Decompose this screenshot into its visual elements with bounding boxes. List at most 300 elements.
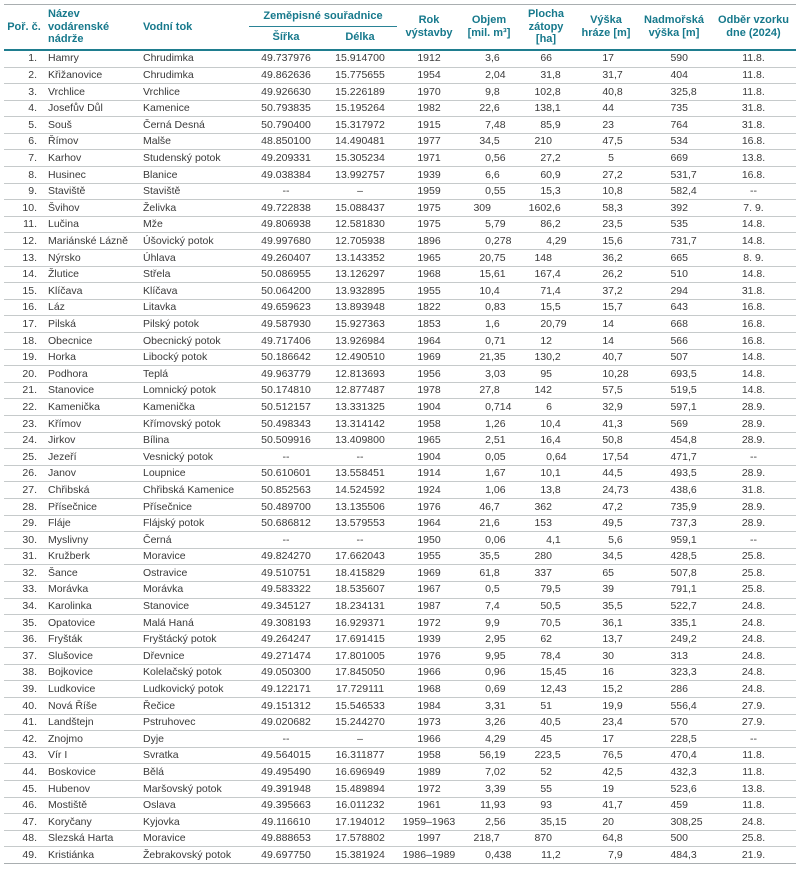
sampling-date: 24.8. xyxy=(711,598,796,615)
flood-area: 4 ,29 xyxy=(517,233,575,250)
reservoir-name: Kristiánka xyxy=(48,848,95,861)
altitude: 735 ,9 xyxy=(637,498,711,515)
row-number: 29. xyxy=(4,515,44,532)
reservoir-name: Kamenička xyxy=(44,399,139,416)
sampling-date: 16.8. xyxy=(711,167,796,184)
longitude: 17.729111 xyxy=(323,681,397,698)
sampling-date: 24.8. xyxy=(711,681,796,698)
latitude: 50.852563 xyxy=(249,482,323,499)
year-built: 1972 xyxy=(397,781,461,798)
row-number: 47. xyxy=(4,814,44,831)
latitude: 50.509916 xyxy=(249,432,323,449)
sampling-date: 16.8. xyxy=(711,333,796,350)
row-number: 18. xyxy=(4,333,44,350)
dam-height: 13 ,7 xyxy=(575,631,637,648)
dam-height: 31 ,7 xyxy=(575,67,637,84)
table-row xyxy=(4,333,796,350)
latitude: 49.271474 xyxy=(249,648,323,665)
latitude: -- xyxy=(249,731,323,748)
reservoir-name: Opatovice xyxy=(44,615,139,632)
row-number: 44. xyxy=(4,764,44,781)
dam-height: 58 ,3 xyxy=(575,200,637,217)
watercourse: Malá Haná xyxy=(139,615,249,632)
longitude: 14.524592 xyxy=(323,482,397,499)
volume: 34 ,5 xyxy=(461,133,517,150)
dam-height: 17 xyxy=(575,731,637,748)
reservoir-name: Staviště xyxy=(44,183,139,200)
latitude: 49.997680 xyxy=(249,233,323,250)
latitude: -- xyxy=(249,449,323,466)
table-row xyxy=(4,698,796,715)
sampling-date: 8. 9. xyxy=(711,250,796,267)
reservoir-name: Chřibská xyxy=(44,482,139,499)
watercourse: Křímovský potok xyxy=(139,415,249,432)
volume: 9 ,95 xyxy=(461,648,517,665)
watercourse: Dyje xyxy=(139,731,249,748)
longitude: 17.662043 xyxy=(323,548,397,565)
flood-area: 167 ,4 xyxy=(517,266,575,283)
dam-height: 36 ,2 xyxy=(575,250,637,267)
row-number: 31. xyxy=(4,548,44,565)
table-row xyxy=(4,250,796,267)
table-row xyxy=(4,366,796,383)
flood-area: 60 ,9 xyxy=(517,167,575,184)
volume: 2 ,51 xyxy=(461,432,517,449)
reservoir-name: Fláje xyxy=(44,515,139,532)
dam-height: 14 xyxy=(575,316,637,333)
latitude: 49.963779 xyxy=(249,366,323,383)
altitude: 669 xyxy=(637,150,711,167)
flood-area: 210 xyxy=(517,133,575,150)
sampling-date: 25.8. xyxy=(711,830,796,847)
year-built: 1977 xyxy=(397,133,461,150)
dam-height: 23 xyxy=(575,117,637,134)
year-built: 1958 xyxy=(397,747,461,764)
sampling-date: 14.8. xyxy=(711,216,796,233)
altitude: 531 ,7 xyxy=(637,167,711,184)
latitude: 50.498343 xyxy=(249,415,323,432)
table-row xyxy=(4,84,796,101)
dam-height: 32 ,9 xyxy=(575,399,637,416)
altitude: 507 xyxy=(637,349,711,366)
row-number: 8. xyxy=(4,167,44,184)
sampling-date: -- xyxy=(711,731,796,748)
table-row xyxy=(4,631,796,648)
dam-height: 5 ,6 xyxy=(575,532,637,549)
year-built: 1982 xyxy=(397,100,461,117)
altitude: 313 xyxy=(637,648,711,665)
latitude: 49.260407 xyxy=(249,250,323,267)
longitude: -- xyxy=(323,532,397,549)
flood-area: 95 xyxy=(517,366,575,383)
longitude: 15.226189 xyxy=(323,84,397,101)
reservoir-name: Křižanovice xyxy=(44,67,139,84)
row-number: 20. xyxy=(4,366,44,383)
longitude: 17.194012 xyxy=(323,814,397,831)
volume: 1 ,67 xyxy=(461,465,517,482)
flood-area: 52 xyxy=(517,764,575,781)
flood-area: 15 ,45 xyxy=(517,664,575,681)
volume: 1 ,6 xyxy=(461,316,517,333)
watercourse: Chrudimka xyxy=(139,50,249,67)
row-number: 41. xyxy=(4,714,44,731)
watercourse: Blanice xyxy=(139,167,249,184)
year-built: 1853 xyxy=(397,316,461,333)
flood-area: 55 xyxy=(517,781,575,798)
year-built: 1986–1989 xyxy=(402,848,456,861)
table-row xyxy=(4,349,796,366)
dam-height: 10 ,8 xyxy=(575,183,637,200)
latitude: 49.116610 xyxy=(249,814,323,831)
dam-height: 64 ,8 xyxy=(575,830,637,847)
longitude: 15.317972 xyxy=(323,117,397,134)
sampling-date: 24.8. xyxy=(711,631,796,648)
latitude: 49.587930 xyxy=(249,316,323,333)
reservoir-name: Mariánské Lázně xyxy=(44,233,139,250)
table-row xyxy=(4,797,796,814)
longitude: 17.801005 xyxy=(323,648,397,665)
altitude: 566 xyxy=(637,333,711,350)
latitude: 49.659623 xyxy=(249,299,323,316)
reservoir-name: Vír I xyxy=(44,747,139,764)
table-row xyxy=(4,133,796,150)
watercourse: Lomnický potok xyxy=(139,382,249,399)
latitude: 49.264247 xyxy=(249,631,323,648)
table-row xyxy=(4,482,796,499)
altitude: 569 xyxy=(637,415,711,432)
dam-height: 41 ,7 xyxy=(575,797,637,814)
watercourse: Kamenička xyxy=(139,399,249,416)
longitude: 13.409800 xyxy=(323,432,397,449)
watercourse: Chrudimka xyxy=(139,67,249,84)
sampling-date: 14.8. xyxy=(711,366,796,383)
reservoir-name: Klíčava xyxy=(44,283,139,300)
altitude: 522 ,7 xyxy=(637,598,711,615)
volume: 309 xyxy=(461,200,517,217)
watercourse: Chřibská Kamenice xyxy=(139,482,249,499)
dam-height: 65 xyxy=(575,565,637,582)
latitude: 50.512157 xyxy=(249,399,323,416)
year-built: 1959–1963 xyxy=(397,814,461,831)
watercourse: Staviště xyxy=(139,183,249,200)
volume: 21 ,35 xyxy=(461,349,517,366)
latitude: 49.862636 xyxy=(249,67,323,84)
volume: 9 ,9 xyxy=(461,615,517,632)
row-number: 28. xyxy=(4,498,44,515)
volume: 0 ,56 xyxy=(461,150,517,167)
flood-area: 0 ,64 xyxy=(517,449,575,466)
sampling-date: 31.8. xyxy=(711,100,796,117)
table-row xyxy=(4,167,796,184)
table-row xyxy=(4,731,796,748)
sampling-date: 28.9. xyxy=(711,515,796,532)
table-row xyxy=(4,283,796,300)
altitude: 764 xyxy=(637,117,711,134)
sampling-date: 25.8. xyxy=(711,548,796,565)
row-number: 12. xyxy=(4,233,44,250)
watercourse: Teplá xyxy=(139,366,249,383)
table-row xyxy=(4,714,796,731)
dam-height: 23 ,5 xyxy=(575,216,637,233)
watercourse: Kyjovka xyxy=(139,814,249,831)
flood-area: 27 ,2 xyxy=(517,150,575,167)
flood-area: 362 xyxy=(517,498,575,515)
table-row xyxy=(4,648,796,665)
volume: 27 ,8 xyxy=(461,382,517,399)
row-number: 30. xyxy=(4,532,44,549)
longitude: 13.314142 xyxy=(323,415,397,432)
dam-height: 17 xyxy=(575,50,637,67)
dam-height: 7 ,9 xyxy=(608,848,623,861)
flood-area: 6 xyxy=(517,399,575,416)
longitude: 14.490481 xyxy=(323,133,397,150)
altitude: 471 ,7 xyxy=(637,449,711,466)
reservoir-name: Myslivny xyxy=(44,532,139,549)
row-number: 49. xyxy=(22,848,37,861)
flood-area: 71 ,4 xyxy=(517,283,575,300)
table-row xyxy=(4,432,796,449)
year-built: 1904 xyxy=(397,449,461,466)
year-built: 1967 xyxy=(397,581,461,598)
reservoir-name: Janov xyxy=(44,465,139,482)
altitude: 470 ,4 xyxy=(637,747,711,764)
volume: 218 ,7 xyxy=(461,830,517,847)
reservoir-name: Hubenov xyxy=(44,781,139,798)
volume: 10 ,4 xyxy=(461,283,517,300)
latitude: 49.722838 xyxy=(249,200,323,217)
sampling-date: 28.9. xyxy=(711,465,796,482)
flood-area: 223 ,5 xyxy=(517,747,575,764)
table-row xyxy=(4,814,796,831)
longitude: 12.490510 xyxy=(323,349,397,366)
volume: 0 ,438 xyxy=(485,848,512,861)
sampling-date: 25.8. xyxy=(711,565,796,582)
longitude: – xyxy=(323,183,397,200)
year-built: 1964 xyxy=(397,515,461,532)
table-row xyxy=(4,581,796,598)
row-number: 32. xyxy=(4,565,44,582)
volume: 15 ,61 xyxy=(461,266,517,283)
altitude: 249 ,2 xyxy=(637,631,711,648)
year-built: 1968 xyxy=(397,266,461,283)
year-built: 1976 xyxy=(397,648,461,665)
row-number: 4. xyxy=(4,100,44,117)
flood-area: 12 xyxy=(517,333,575,350)
watercourse: Morávka xyxy=(139,581,249,598)
flood-area: 45 xyxy=(517,731,575,748)
table-row xyxy=(4,399,796,416)
row-number: 11. xyxy=(4,216,44,233)
row-number: 15. xyxy=(4,283,44,300)
flood-area: 35 ,15 xyxy=(517,814,575,831)
longitude: 12.705938 xyxy=(323,233,397,250)
altitude: 737 ,3 xyxy=(637,515,711,532)
flood-area: 31 ,8 xyxy=(517,67,575,84)
reservoir-name: Kružberk xyxy=(44,548,139,565)
latitude: 50.790400 xyxy=(249,117,323,134)
year-built: 1924 xyxy=(397,482,461,499)
table-header xyxy=(4,5,796,50)
sampling-date: 24.8. xyxy=(711,648,796,665)
reservoir-name: Jirkov xyxy=(44,432,139,449)
dam-height: 44 xyxy=(575,100,637,117)
watercourse: Bělá xyxy=(139,764,249,781)
volume: 56 ,19 xyxy=(461,747,517,764)
year-built: 1969 xyxy=(397,349,461,366)
dam-height: 26 ,2 xyxy=(575,266,637,283)
reservoir-name: Vrchlice xyxy=(44,84,139,101)
row-number: 46. xyxy=(4,797,44,814)
year-built: 1954 xyxy=(397,67,461,84)
volume: 3 ,03 xyxy=(461,366,517,383)
watercourse: Malše xyxy=(139,133,249,150)
reservoir-name: Karhov xyxy=(44,150,139,167)
watercourse: Kolelačský potok xyxy=(139,664,249,681)
longitude: 13.558451 xyxy=(323,465,397,482)
latitude: 49.391948 xyxy=(249,781,323,798)
longitude: 12.813693 xyxy=(323,366,397,383)
longitude: 16.311877 xyxy=(323,747,397,764)
latitude: 49.020682 xyxy=(249,714,323,731)
dam-height: 42 ,5 xyxy=(575,764,637,781)
flood-area: 130 ,2 xyxy=(517,349,575,366)
table-row xyxy=(4,150,796,167)
latitude: 49.806938 xyxy=(249,216,323,233)
year-built: 1950 xyxy=(397,532,461,549)
volume: 35 ,5 xyxy=(461,548,517,565)
flood-area: 138 ,1 xyxy=(517,100,575,117)
flood-area: 1602 ,6 xyxy=(517,200,575,217)
watercourse: Bílina xyxy=(139,432,249,449)
reservoir-name: Láz xyxy=(44,299,139,316)
dam-height: 15 ,7 xyxy=(575,299,637,316)
row-number: 45. xyxy=(4,781,44,798)
longitude: 13.126297 xyxy=(323,266,397,283)
flood-area: 66 xyxy=(517,50,575,67)
sampling-date: 28.9. xyxy=(711,415,796,432)
table-row xyxy=(4,415,796,432)
dam-height: 40 ,8 xyxy=(575,84,637,101)
year-built: 1978 xyxy=(397,382,461,399)
volume: 0 ,06 xyxy=(461,532,517,549)
row-number: 26. xyxy=(4,465,44,482)
latitude: 49.564015 xyxy=(249,747,323,764)
volume: 0 ,69 xyxy=(461,681,517,698)
reservoir-name: Horka xyxy=(44,349,139,366)
sampling-date: -- xyxy=(711,532,796,549)
table-row xyxy=(4,183,796,200)
latitude: 49.395663 xyxy=(249,797,323,814)
dam-height: 37 ,2 xyxy=(575,283,637,300)
year-built: 1987 xyxy=(397,598,461,615)
flood-area: 102 ,8 xyxy=(517,84,575,101)
table-row xyxy=(4,266,796,283)
dam-height: 47 ,2 xyxy=(575,498,637,515)
dam-height: 15 ,2 xyxy=(575,681,637,698)
sampling-date: 25.8. xyxy=(711,581,796,598)
watercourse: Moravice xyxy=(139,830,249,847)
reservoir-name: Bojkovice xyxy=(44,664,139,681)
table-row xyxy=(4,515,796,532)
reservoir-name: Římov xyxy=(44,133,139,150)
year-built: 1966 xyxy=(397,664,461,681)
longitude: 13.893948 xyxy=(323,299,397,316)
dam-height: 44 ,5 xyxy=(575,465,637,482)
altitude: 392 xyxy=(637,200,711,217)
flood-area: 15 ,3 xyxy=(517,183,575,200)
row-number: 34. xyxy=(4,598,44,615)
longitude: 12.877487 xyxy=(323,382,397,399)
volume: 3 ,26 xyxy=(461,714,517,731)
sampling-date: 16.8. xyxy=(711,316,796,333)
longitude: – xyxy=(323,731,397,748)
table-row xyxy=(4,830,796,847)
table-row xyxy=(4,50,796,67)
dam-height: 24 ,73 xyxy=(575,482,637,499)
year-built: 1959 xyxy=(397,183,461,200)
year-built: 1904 xyxy=(397,399,461,416)
flood-area: 280 xyxy=(517,548,575,565)
altitude: 438 ,6 xyxy=(637,482,711,499)
dam-height: 30 xyxy=(575,648,637,665)
altitude: 570 xyxy=(637,714,711,731)
sampling-date: 11.8. xyxy=(711,797,796,814)
volume: 0 ,55 xyxy=(461,183,517,200)
dam-height: 40 ,7 xyxy=(575,349,637,366)
watercourse: Pstruhovec xyxy=(139,714,249,731)
dam-height: 17 ,54 xyxy=(575,449,637,466)
table-row xyxy=(4,565,796,582)
longitude: 13.932895 xyxy=(323,283,397,300)
row-number: 25. xyxy=(4,449,44,466)
dam-height: 27 ,2 xyxy=(575,167,637,184)
dam-height: 10 ,28 xyxy=(575,366,637,383)
reservoir-name: Landštejn xyxy=(44,714,139,731)
table-row xyxy=(4,781,796,798)
year-built: 1989 xyxy=(397,764,461,781)
altitude: 523 ,6 xyxy=(637,781,711,798)
altitude: 597 ,1 xyxy=(637,399,711,416)
flood-area: 10 ,4 xyxy=(517,415,575,432)
flood-area: 79 ,5 xyxy=(517,581,575,598)
flood-area: 86 ,2 xyxy=(517,216,575,233)
flood-area: 10 ,1 xyxy=(517,465,575,482)
altitude: 228 ,5 xyxy=(637,731,711,748)
watercourse: Oslava xyxy=(139,797,249,814)
row-number: 7. xyxy=(4,150,44,167)
dam-height: 19 ,9 xyxy=(575,698,637,715)
altitude: 500 xyxy=(637,830,711,847)
year-built: 1955 xyxy=(397,548,461,565)
watercourse: Úhlava xyxy=(139,250,249,267)
altitude: 493 ,5 xyxy=(637,465,711,482)
longitude: -- xyxy=(323,449,397,466)
row-number: 38. xyxy=(4,664,44,681)
table-row xyxy=(4,67,796,84)
reservoir-name: Boskovice xyxy=(44,764,139,781)
longitude: 18.415829 xyxy=(323,565,397,582)
year-built: 1955 xyxy=(397,283,461,300)
row-number: 10. xyxy=(4,200,44,217)
latitude: 49.583322 xyxy=(249,581,323,598)
sampling-date: 13.8. xyxy=(711,150,796,167)
longitude: 12.581830 xyxy=(323,216,397,233)
longitude: 13.579553 xyxy=(323,515,397,532)
sampling-date: 31.8. xyxy=(711,117,796,134)
sampling-date: -- xyxy=(711,449,796,466)
flood-area: 78 ,4 xyxy=(517,648,575,665)
watercourse: Klíčava xyxy=(139,283,249,300)
